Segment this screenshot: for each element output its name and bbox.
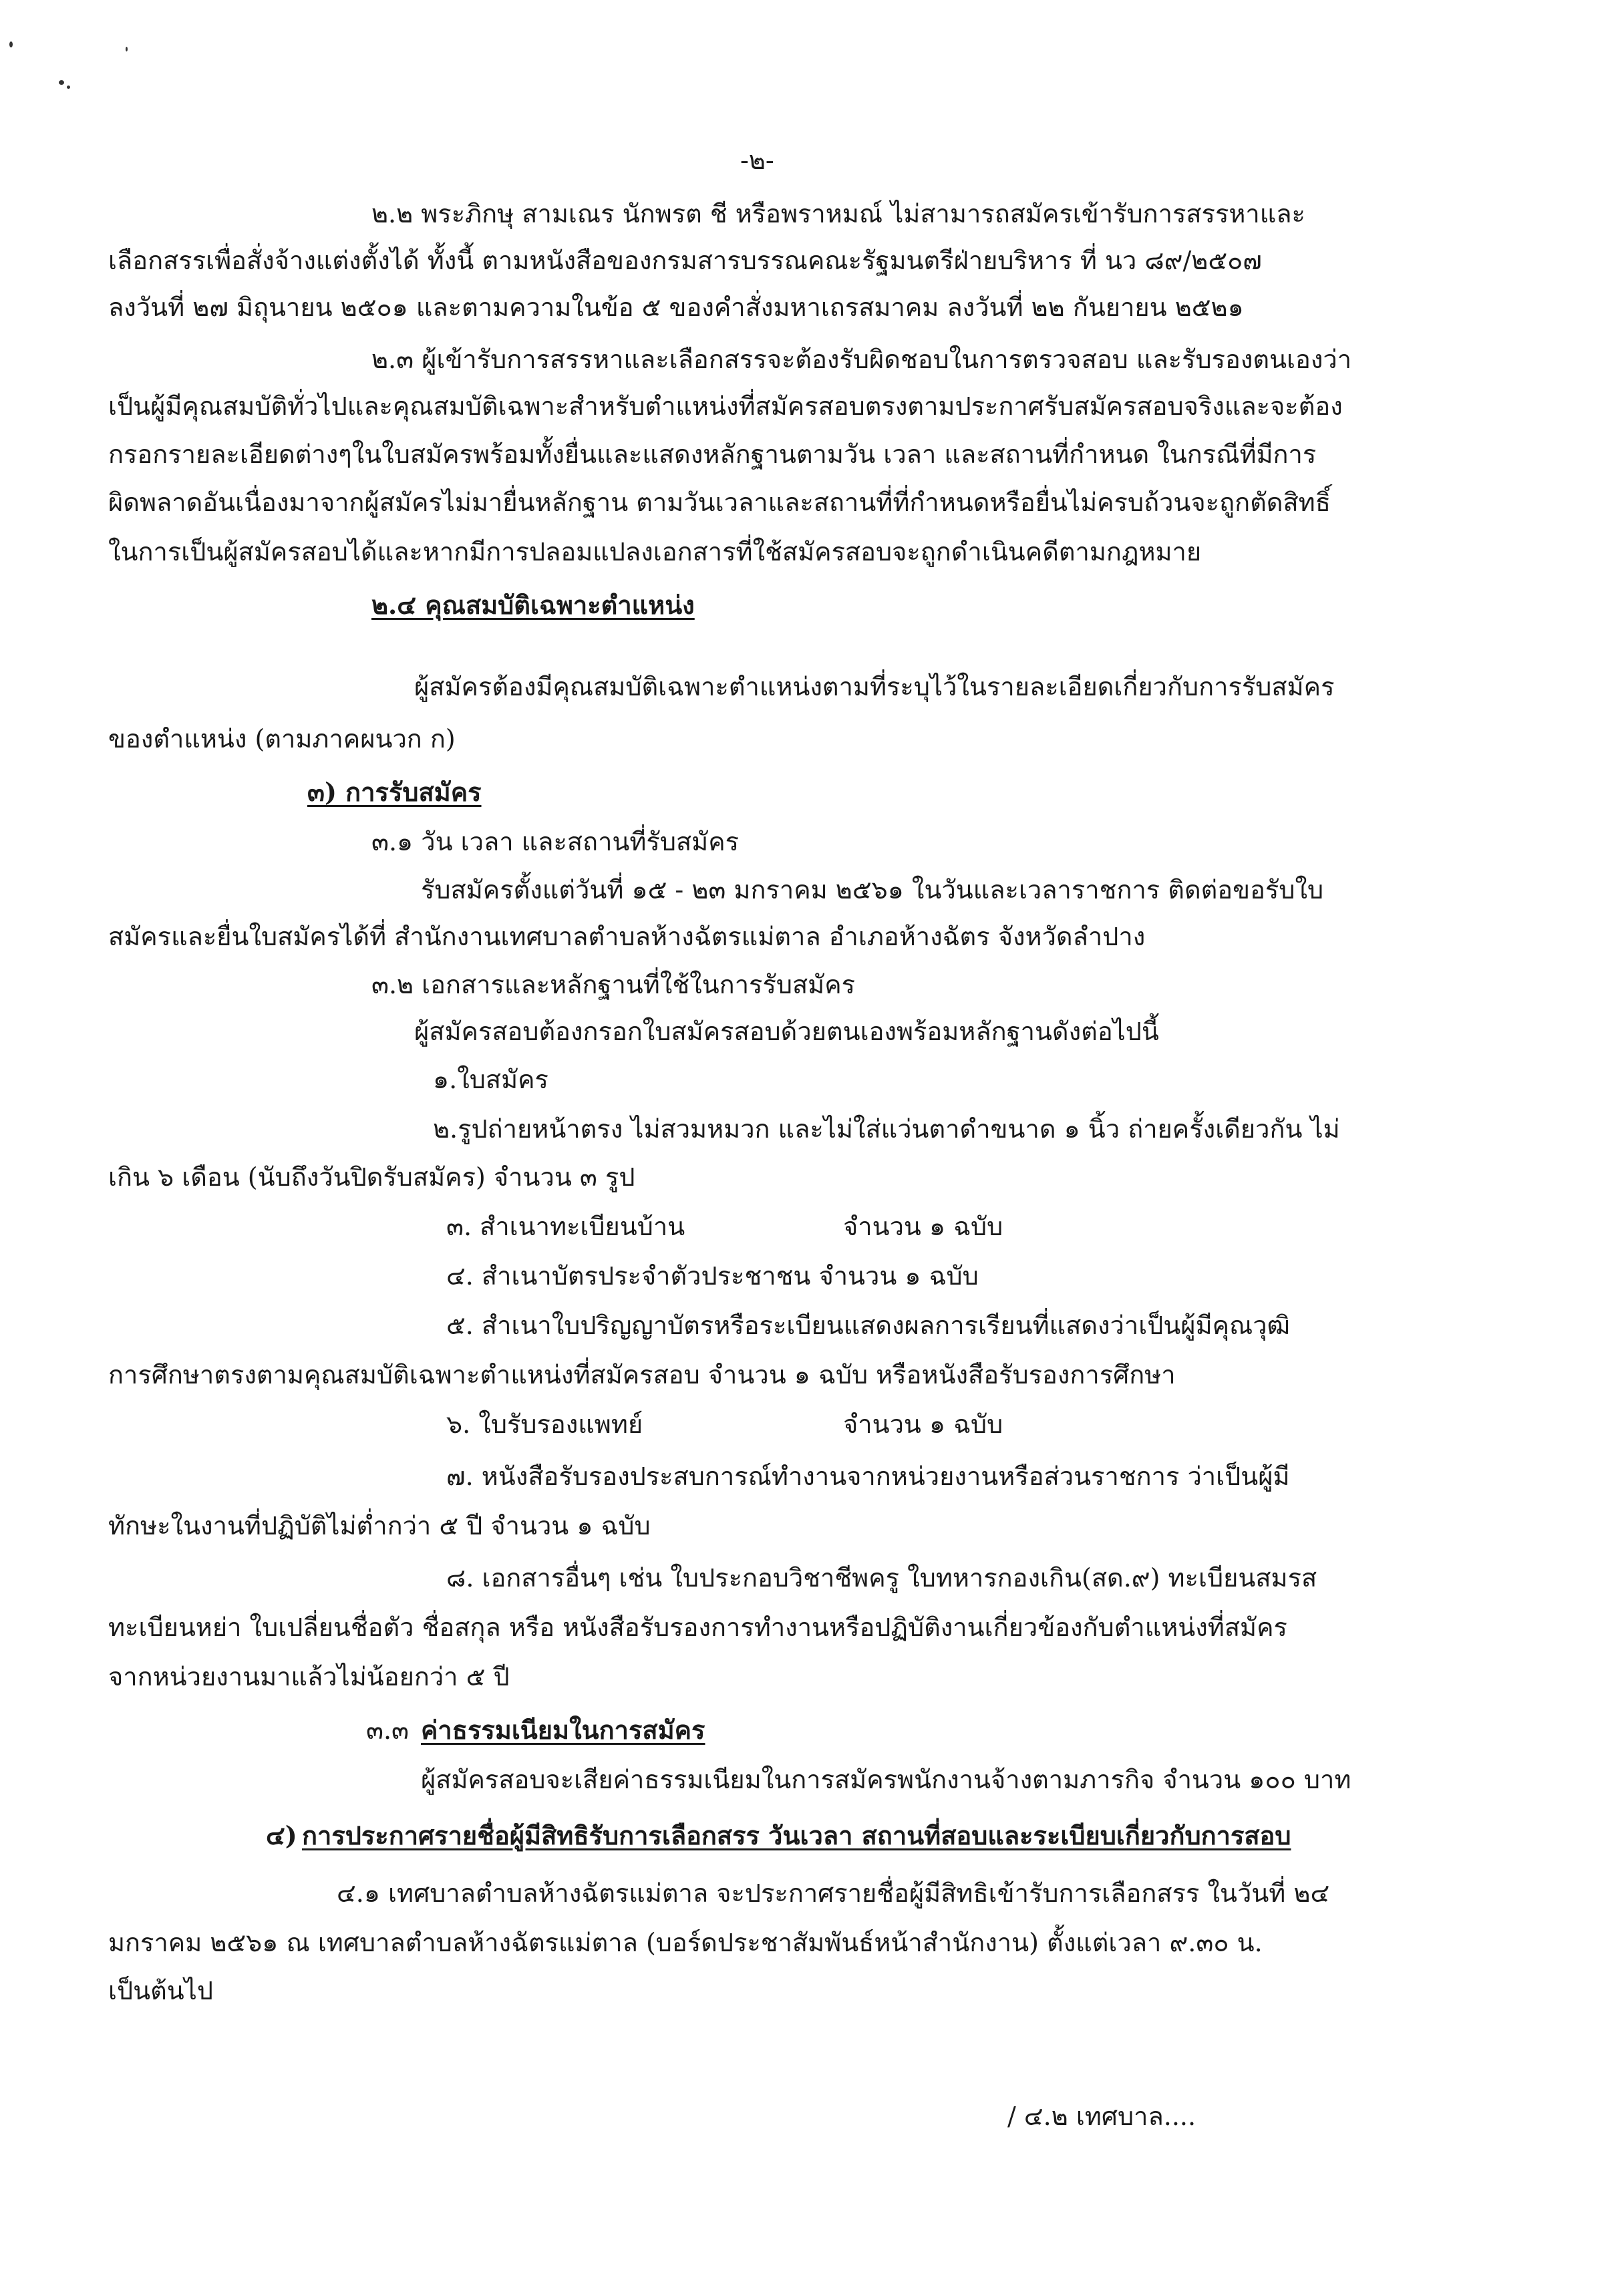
doc-line: ๓.๒ เอกสารและหลักฐานที่ใช้ในการรับสมัคร	[371, 970, 856, 999]
doc-line: ทะเบียนหย่า ใบเปลี่ยนชื่อตัว ชื่อสกุล หรือ หนังสือรับรองการทำงานหรือปฏิบัติงานเกี่ยวข้องกับตำแหน่งที่สมัคร	[108, 1613, 1287, 1642]
doc-line: เป็นต้นไป	[108, 1976, 213, 2005]
section-heading: ค่าธรรมเนียมในการสมัคร	[421, 1715, 705, 1745]
doc-line: กรอกรายละเอียดต่างๆในใบสมัครพร้อมทั้งยื่นและแสดงหลักฐานตามวัน เวลา และสถานที่กำหนด ในกรณีที่มีการ	[108, 440, 1317, 469]
page-number: -๒-	[740, 146, 774, 175]
doc-line: สมัครและยื่นใบสมัครได้ที่ สำนักงานเทศบาลตำบลห้างฉัตรแม่ตาล อำเภอห้างฉัตร จังหวัดลำปาง	[108, 922, 1146, 951]
doc-line: ๘. เอกสารอื่นๆ เช่น ใบประกอบวิชาชีพครู ใบทหารกองเกิน(สด.๙) ทะเบียนสมรส	[446, 1563, 1317, 1593]
scan-speck	[67, 86, 70, 89]
doc-line: เกิน ๖ เดือน (นับถึงวันปิดรับสมัคร) จำนวน ๓ รูป	[108, 1162, 635, 1192]
scan-speck	[126, 47, 128, 51]
doc-line: ผู้สมัครสอบจะเสียค่าธรรมเนียมในการสมัครพนักงานจ้างตามภารกิจ จำนวน ๑๐๐ บาท	[421, 1765, 1351, 1794]
doc-line: ในการเป็นผู้สมัครสอบได้และหากมีการปลอมแปลงเอกสารที่ใช้สมัครสอบจะถูกดำเนินคดีตามกฎหมาย	[108, 537, 1202, 566]
scan-speck	[9, 41, 13, 47]
section-heading: การประกาศรายชื่อผู้มีสิทธิรับการเลือกสรร วันเวลา สถานที่สอบและระเบียบเกี่ยวกับการสอบ	[302, 1820, 1291, 1850]
doc-line: เป็นผู้มีคุณสมบัติทั่วไปและคุณสมบัติเฉพาะสำหรับตำแหน่งที่สมัครสอบตรงตามประกาศรับสมัครสอบจริงและจะต้อง	[108, 391, 1343, 421]
section-number: ๓.๓	[366, 1715, 410, 1745]
doc-line: มกราคม ๒๕๖๑ ณ เทศบาลตำบลห้างฉัตรแม่ตาล (บอร์ดประชาสัมพันธ์หน้าสำนักงาน) ตั้งแต่เวลา ๙.๓๐ น.	[108, 1928, 1263, 1957]
doc-line: ผิดพลาดอันเนื่องมาจากผู้สมัครไม่มายื่นหลักฐาน ตามวันเวลาและสถานที่ที่กำหนดหรือยื่นไม่ครบถ้วนจะถูกตัดสิทธิ์	[108, 488, 1331, 517]
doc-line: ๔.๑ เทศบาลตำบลห้างฉัตรแม่ตาล จะประกาศรายชื่อผู้มีสิทธิเข้ารับการเลือกสรร ในวันที่ ๒๔	[337, 1878, 1330, 1908]
doc-line: ผู้สมัครต้องมีคุณสมบัติเฉพาะตำแหน่งตามที่ระบุไว้ในรายละเอียดเกี่ยวกับการรับสมัคร	[414, 672, 1335, 701]
doc-line: ผู้สมัครสอบต้องกรอกใบสมัครสอบด้วยตนเองพร้อมหลักฐานดังต่อไปนี้	[414, 1017, 1159, 1046]
doc-line: ๒.๓ ผู้เข้ารับการสรรหาและเลือกสรรจะต้องรับผิดชอบในการตรวจสอบ และรับรองตนเองว่า	[371, 345, 1352, 374]
doc-line: ๒.๒ พระภิกษุ สามเณร นักพรต ชี หรือพราหมณ์ ไม่สามารถสมัครเข้ารับการสรรหาและ	[371, 199, 1305, 228]
doc-line: ๖. ใบรับรองแพทย์	[446, 1410, 643, 1439]
doc-line: ๗. หนังสือรับรองประสบการณ์ทำงานจากหน่วยงานหรือส่วนราชการ ว่าเป็นผู้มี	[446, 1462, 1290, 1491]
doc-line: การศึกษาตรงตามคุณสมบัติเฉพาะตำแหน่งที่สมัครสอบ จำนวน ๑ ฉบับ หรือหนังสือรับรองการศึกษา	[108, 1360, 1176, 1389]
doc-line: ทักษะในงานที่ปฏิบัติไม่ต่ำกว่า ๕ ปี จำนวน ๑ ฉบับ	[108, 1511, 651, 1540]
scan-speck	[59, 80, 64, 85]
continuation-note: / ๔.๒ เทศบาล....	[1007, 2102, 1196, 2131]
doc-line: ๑.ใบสมัคร	[433, 1065, 548, 1094]
doc-line: จำนวน ๑ ฉบับ	[843, 1212, 1003, 1241]
doc-line: ๔. สำเนาบัตรประจำตัวประชาชน จำนวน ๑ ฉบับ	[446, 1261, 979, 1291]
section-heading: ๒.๔ คุณสมบัติเฉพาะตำแหน่ง	[371, 590, 695, 620]
doc-line: ๓.๑ วัน เวลา และสถานที่รับสมัคร	[371, 827, 740, 856]
doc-line: ลงวันที่ ๒๗ มิถุนายน ๒๕๐๑ และตามความในข้อ ๕ ของคำสั่งมหาเถรสมาคม ลงวันที่ ๒๒ กันยายน ๒๕๒๑	[108, 293, 1244, 322]
section-number: ๔)	[266, 1820, 297, 1850]
doc-line: เลือกสรรเพื่อสั่งจ้างแต่งตั้งได้ ทั้งนี้ ตามหนังสือของกรมสารบรรณคณะรัฐมนตรีฝ่ายบริหาร ที่ นว ๘๙/๒๕๐๗	[108, 246, 1262, 275]
doc-line: ๒.รูปถ่ายหน้าตรง ไม่สวมหมวก และไม่ใส่แว่นตาดำขนาด ๑ นิ้ว ถ่ายครั้งเดียวกัน ไม่	[433, 1114, 1340, 1144]
doc-line: ๓. สำเนาทะเบียนบ้าน	[446, 1212, 685, 1241]
doc-line: จากหน่วยงานมาแล้วไม่น้อยกว่า ๕ ปี	[108, 1662, 510, 1691]
doc-line: จำนวน ๑ ฉบับ	[843, 1410, 1003, 1439]
section-heading: ๓) การรับสมัคร	[307, 777, 482, 807]
doc-line: รับสมัครตั้งแต่วันที่ ๑๕ - ๒๓ มกราคม ๒๕๖๑ ในวันและเวลาราชการ ติดต่อขอรับใบ	[421, 875, 1324, 905]
doc-line: ของตำแหน่ง (ตามภาคผนวก ก)	[108, 724, 456, 754]
doc-line: ๕. สำเนาใบปริญญาบัตรหรือระเบียนแสดงผลการเรียนที่แสดงว่าเป็นผู้มีคุณวุฒิ	[446, 1311, 1290, 1340]
